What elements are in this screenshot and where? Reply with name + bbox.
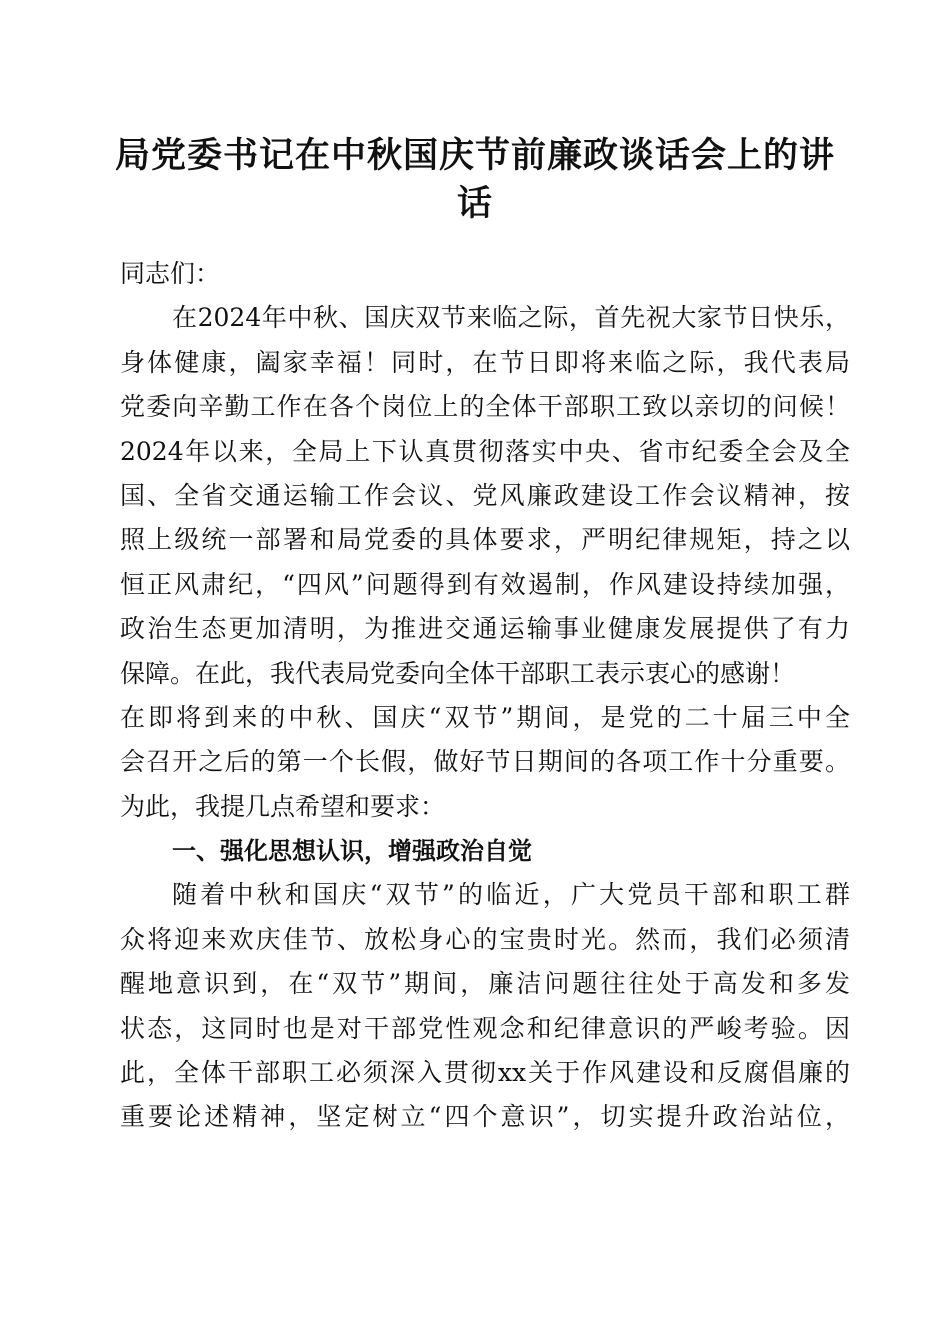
paragraph-2-line: 会召开之后的第一个长假，做好节日期间的各项工作十分重要。 [120, 747, 850, 777]
paragraph-1-line: 政治生态更加清明，为推进交通运输事业健康发展提供了有力 [120, 614, 850, 644]
title-line: 局党委书记在中秋国庆节前廉政谈话会上的讲 [114, 135, 835, 176]
salutation: 同志们： [120, 259, 221, 288]
paragraph-3-line: 此，全体干部职工必须深入贯彻xx关于作风建设和反腐倡廉的 [120, 1058, 850, 1088]
paragraph-1-line: 保障。在此，我代表局党委向全体干部职工表示衷心的感谢！ [120, 658, 796, 688]
paragraph-2-line: 在即将到来的中秋、国庆“双节”期间，是党的二十届三中全 [120, 702, 850, 732]
document-title [110, 132, 840, 228]
paragraph-1-line: 在2024年中秋、国庆双节来临之际，首先祝大家节日快乐， [172, 303, 850, 333]
section-1-heading: 一、强化思想认识，增强政治自觉 [172, 837, 532, 866]
paragraph-2-line: 为此，我提几点希望和要求： [120, 791, 446, 821]
paragraph-3-line: 重要论述精神，坚定树立“四个意识”，切实提升政治站位， [120, 1102, 850, 1132]
paragraph-1-line: 党委向辛勤工作在各个岗位上的全体干部职工致以亲切的问候！ [120, 392, 850, 422]
document-body [120, 252, 850, 1140]
paragraph-1-line: 身体健康，阖家幸福！同时，在节日即将来临之际，我代表局 [120, 347, 850, 377]
paragraph-1-line: 照上级统一部署和局党委的具体要求，严明纪律规矩，持之以 [120, 525, 850, 555]
paragraph-1-line: 2024年以来，全局上下认真贯彻落实中央、省市纪委全会及全 [120, 436, 850, 466]
title-line: 话 [456, 183, 493, 224]
paragraph-3-line: 状态，这同时也是对干部党性观念和纪律意识的严峻考验。因 [120, 1013, 850, 1043]
paragraph-3-line: 醒地意识到，在“双节”期间，廉洁问题往往处于高发和多发 [120, 969, 850, 999]
paragraph-1-line: 国、全省交通运输工作会议、党风廉政建设工作会议精神，按 [120, 480, 850, 510]
paragraph-3-line: 众将迎来欢庆佳节、放松身心的宝贵时光。然而，我们必须清 [120, 924, 850, 954]
paragraph-3-line: 随着中秋和国庆“双节”的临近，广大党员干部和职工群 [172, 880, 850, 910]
paragraph-1-line: 恒正风肃纪，“四风”问题得到有效遏制，作风建设持续加强， [120, 569, 850, 599]
